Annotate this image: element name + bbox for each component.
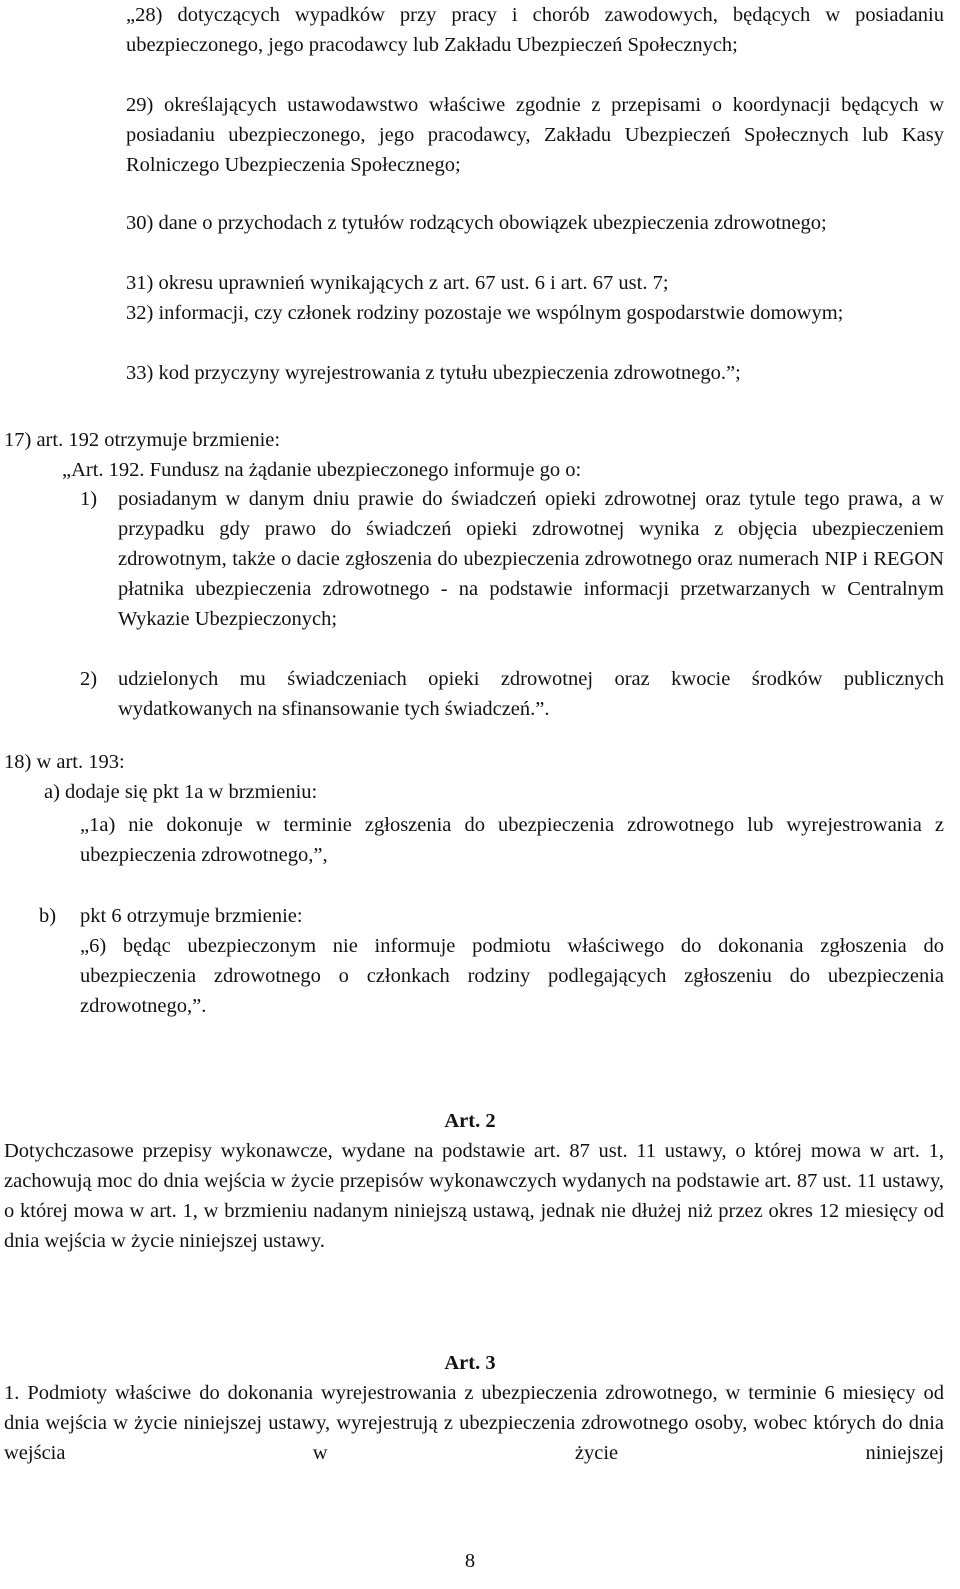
item-number: 2) (80, 668, 98, 690)
item-number: b) (39, 905, 57, 927)
point-18b-quote: „6) będąc ubezpieczonym nie informuje podmiotu właściwego do dokonania zgłoszenia do ubezpieczenia zdrowotnego o członkach rodziny podlegających zgłoszeniu do ubezpieczenia zdrowotnego,”. (80, 935, 944, 1017)
point-18a-label: a) dodaje się pkt 1a w brzmieniu: (44, 781, 318, 803)
item-text: udzielonych mu świadczeniach opieki zdrowotnej oraz kwocie środków publicznych wydatkowanych na sfinansowanie tych świadczeń.”. (118, 668, 944, 720)
list-item-29: 29) określających ustawodawstwo właściwe zgodnie z przepisami o koordynacji będących w posiadaniu ubezpieczonego, jego pracodawcy, Zakładu Ubezpieczeń Społecznych lub Kasy Rolniczego Ubezpieczenia Społecznego; (126, 94, 944, 176)
list-item-28: „28) dotyczących wypadków przy pracy i chorób zawodowych, będących w posiadaniu ubezpieczonego, jego pracodawcy lub Zakładu Ubezpieczeń Społecznych; (126, 4, 944, 56)
art-3-text: 1. Podmioty właściwe do dokonania wyrejestrowania z ubezpieczenia zdrowotnego, w terminie 6 miesięcy od dnia wejścia w życie niniejszej ustawy, wyrejestrują z ubezpieczenia zdrowotnego osoby, wobec których do dnia wejścia w życie niniejszej (4, 1382, 944, 1464)
list-item-32: 32) informacji, czy członek rodziny pozostaje we wspólnym gospodarstwie domowym; (126, 302, 844, 324)
art-2-title: Art. 2 (444, 1110, 496, 1132)
list-item-30: 30) dane o przychodach z tytułów rodzących obowiązek ubezpieczenia zdrowotnego; (126, 212, 827, 234)
art-3-title: Art. 3 (444, 1352, 496, 1374)
art-192-intro: „Art. 192. Fundusz na żądanie ubezpieczonego informuje go o: (62, 459, 582, 481)
art-2-text: Dotychczasowe przepisy wykonawcze, wydane na podstawie art. 87 ust. 11 ustawy, o której mowa w art. 1, zachowują moc do dnia wejścia w życie przepisów wykonawczych wydanych na podstawie art. 87 ust. 11 ustawy, o której mowa w art. 1, w brzmieniu nadanym niniejszą ustawą, jednak nie dłużej niż przez okres 12 miesięcy od dnia wejścia w życie niniejszej ustawy. (4, 1140, 944, 1252)
point-18b-label: pkt 6 otrzymuje brzmienie: (80, 905, 303, 927)
item-text: posiadanym w danym dniu prawie do świadczeń opieki zdrowotnej oraz tytule tego prawa, a w przypadku gdy prawo do świadczeń opieki zdrowotnej wynika z objęcia ubezpieczeniem zdrowotnym, także o dacie zgłoszenia do ubezpieczenia zdrowotnego oraz numerach NIP i REGON płatnika ubezpieczenia zdrowotnego - na podstawie informacji przetwarzanych w Centralnym Wykazie Ubezpieczonych; (118, 488, 944, 630)
point-18-heading: 18) w art. 193: (4, 751, 125, 773)
item-number: 1) (80, 488, 98, 510)
page-number: 8 (464, 1550, 476, 1572)
list-item-31: 31) okresu uprawnień wynikających z art. 67 ust. 6 i art. 67 ust. 7; (126, 272, 669, 294)
point-17-heading: 17) art. 192 otrzymuje brzmienie: (4, 429, 281, 451)
list-item-33: 33) kod przyczyny wyrejestrowania z tytułu ubezpieczenia zdrowotnego.”; (126, 362, 741, 384)
point-18a-quote: „1a) nie dokonuje w terminie zgłoszenia do ubezpieczenia zdrowotnego lub wyrejestrowania z ubezpieczenia zdrowotnego,”, (80, 814, 944, 866)
